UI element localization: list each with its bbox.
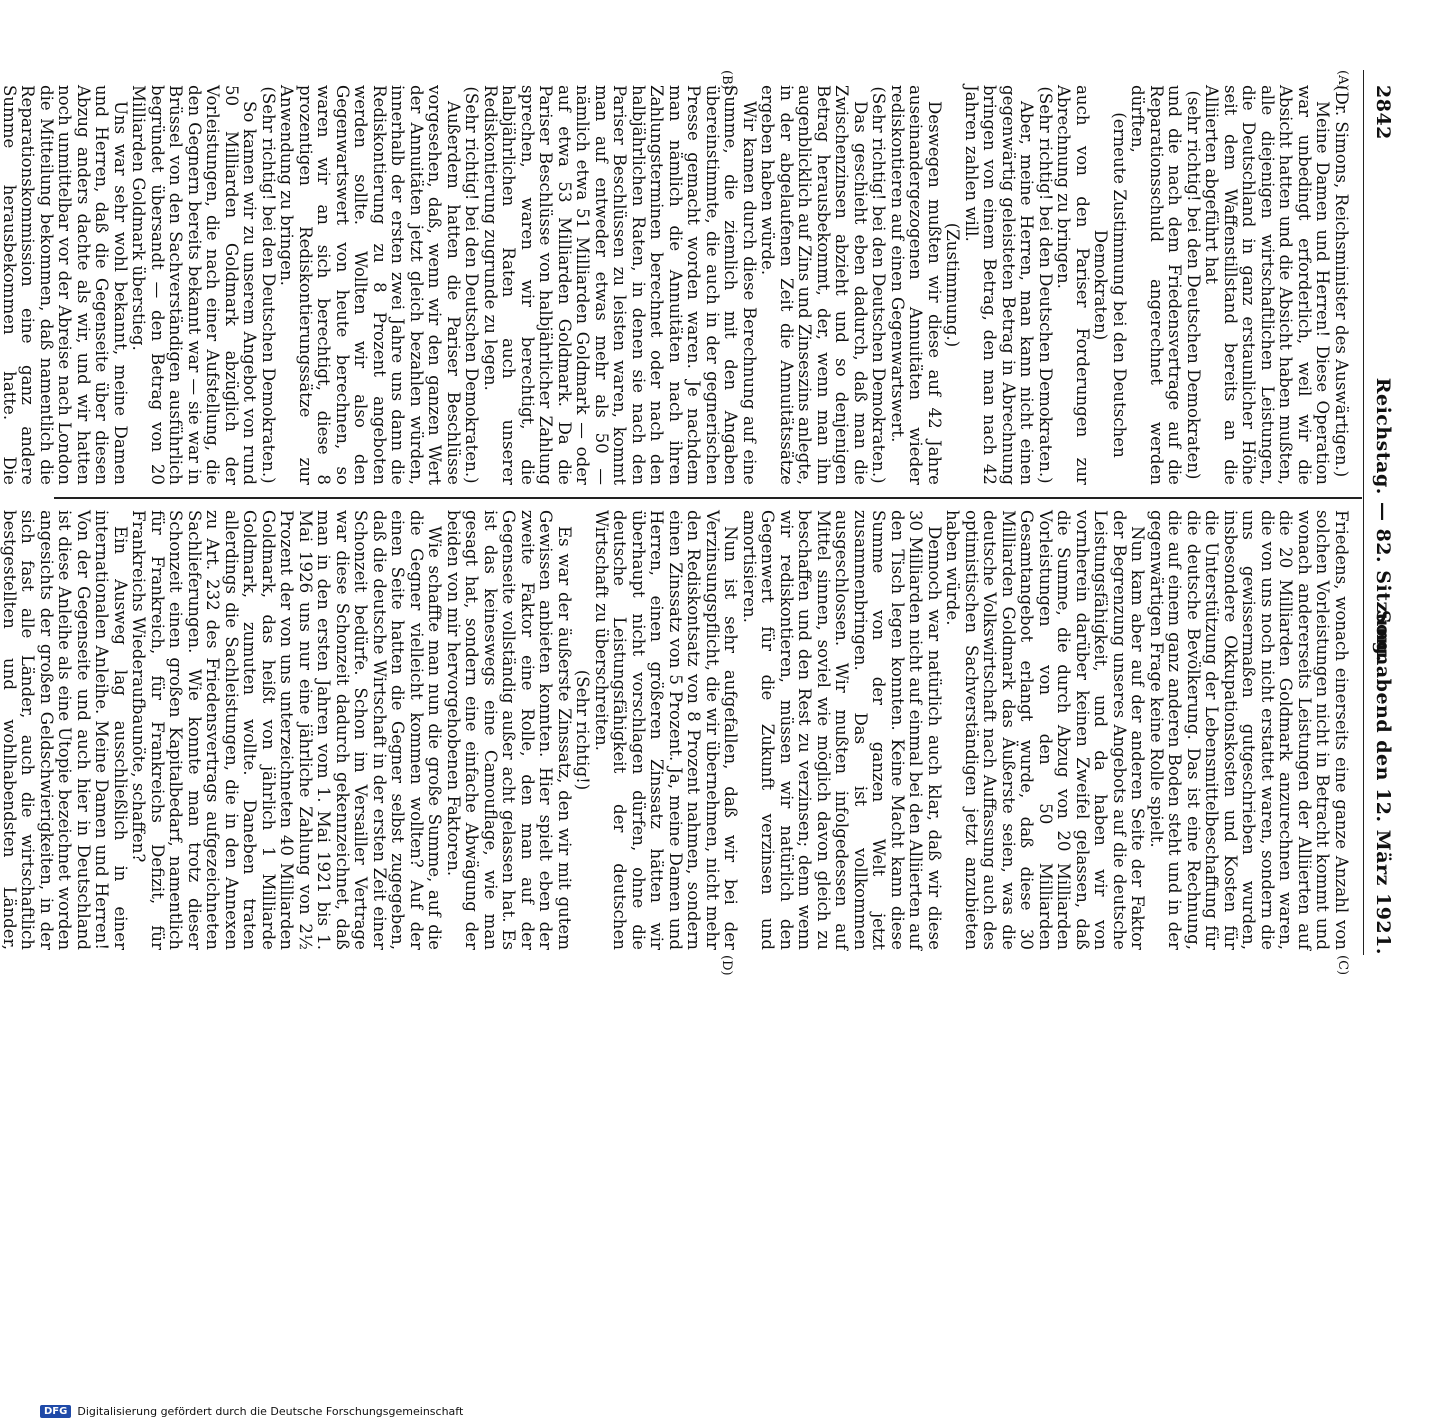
paragraph: Ein Ausweg lag ausschließlich in einer internationalen Anleihe. Meine Damen und Herren! Von der Gegenseite und auch hier in Deutschland ist diese Anleihe als eine Utopie bezeichnet worden angesichts der großen Geldschwierigkeiten, in der sich fast alle Länder, auch die wirtschaftlich bestgestellten und wohlhabendsten Länder,	[0, 510, 130, 950]
paragraph: Es war der äußerste Zinssatz, den wir mit gutem Gewissen anbieten konnten. Hier spielt eben der zweite Faktor eine Rolle, den man auf der Gegenseite vollständig außer acht gelassen hat. Es ist das keineswegs eine Camouflage, wie man gesagt hat, sondern eine einfache Abwägung der beiden von mir hervorgehobenen Faktoren.	[444, 510, 574, 950]
paragraph: Meine Damen und Herren! Diese Operation war unbedingt erforderlich, weil wir die Absicht hatten und die Absicht haben mußten, alle diejenigen wirtschaftlichen Leistungen, die Deutschland in ganz erstaunlicher Höhe seit dem Waffenstillstand bereits an die Alliierten abgeführt hat	[1202, 85, 1333, 485]
paragraph: Dennoch war natürlich auch klar, daß wir diese 30 Milliarden nicht auf einmal bei den Alliierten auf den Tisch legen konnten. Keine Macht kann diese Summe von der ganzen Welt jetzt zusammenbringen. Das ist vollkommen ausgeschlossen. Wir mußten infolgedessen auf Mittel sinnen, soviel wie möglich davon gleich zu beschaffen und den Rest zu verzinsen; denn wenn wir rediskontieren, müssen wir natürlich den Gegenwert für die Zukunft verzinsen und amortisieren.	[740, 510, 944, 950]
paragraph: (Sehr richtig! bei den Deutschen Demokraten.)	[462, 86, 482, 484]
page-number: 2842	[1372, 85, 1394, 140]
paragraph: (Zustimmung.)	[943, 222, 963, 348]
dfg-logo: DFG	[40, 1405, 71, 1418]
paragraph: auch von den Pariser Forderungen zur Abrechnung zu bringen.	[1054, 85, 1092, 485]
paragraph: Das geschieht eben dadurch, daß man die Zwischenzinsen abzieht und so denjenigen Betrag herausbekommt, der, wenn man ihn augenblicklich auf Zins und Zinseszins anlegte, in der abgelaufenen Zeit die Annuitätssätze ergeben haben würde.	[758, 85, 870, 485]
margin-marker-b: (B)	[719, 70, 734, 90]
paragraph: Friedens, wonach einerseits eine ganze Anzahl von solchen Vorleistungen nicht in Betracht kommt und wonach andererseits Leistungen der Alliierten auf die 20 Milliarden Goldmark anzurechnen waren, die von uns noch nicht erstattet waren, sondern die uns gewissermaßen gutgeschrieben wurden, insbesondere Okkupationskosten und Kosten für die Unterstützung der Lebensmittelbeschaffung für die deutsche Bevölkerung. Das ist eine Rechnung, die auf einem ganz anderen Boden steht und in der gegenwärtigen Frage keine Rolle spielt.	[1147, 510, 1351, 950]
paragraph: Uns war sehr wohl bekannt, meine Damen und Herren, daß die Gegenseite über diesen Abzug anders dachte als wir, und wir hatten noch unmittelbar vor der Abreise nach London die Mitteilung bekommen, daß namentlich die Reparationskommission eine ganz andere Summe herausbekommen hatte. Die	[0, 85, 130, 485]
paragraph: (Sehr richtig!)	[573, 669, 593, 791]
left-column	[0, 85, 1350, 485]
paragraph: Wie schaffte man nun die große Summe, auf die die Gegner vielleicht kommen wollten? Auf der einen Seite hatten die Gegner selbst zugegeben, daß die deutsche Wirtschaft in der ersten Zeit einer Schonzeit bedürfe. Schon im Versailler Vertrage war diese Schonzeit dadurch gekennzeichnet, daß man in den ersten Jahren vom 1. Mai 1921 bis 1. Mai 1926 uns nur eine jährliche Zahlung von 2½ Prozent der von uns unterzeichneten 40 Milliarden Goldmark, das heißt von jährlich 1 Milliarde Goldmark, zumuten wollte. Daneben traten allerdings die Sachleistungen, die in den Annexen zu Art. 232 des Friedensvertrags aufgezeichneten Sachlieferungen. Wie konnte man trotz dieser Schonzeit einen großen Kapitalbedarf, namentlich für Frankreich, für Frankreichs Defizit, für Frankreichs Wiederaufbaunöte, schaffen?	[129, 510, 445, 950]
margin-marker-c: (C)	[1335, 955, 1350, 976]
paragraph: Deswegen mußten wir diese auf 42 Jahre auseinandergezogenen Annuitäten wieder rediskontieren auf einen Gegenwartswert.	[888, 85, 944, 485]
session-date: Sonnabend den 12. März 1921.	[1372, 609, 1394, 955]
paragraph: Aber, meine Herren, man kann nicht einen gegenwärtig geleisteten Betrag in Abrechnung bringen von einem Betrag, den man nach 42 Jahren zahlen will.	[962, 85, 1037, 485]
header-rule	[1363, 70, 1364, 955]
right-column	[0, 510, 1350, 950]
paragraph: (Dr. Simons, Reichsminister des Auswärtigen.)	[1332, 85, 1351, 478]
paragraph: Nun ist sehr aufgefallen, daß wir bei der Verzinsungspflicht, die wir übernehmen, nicht mehr den Rediskontsatz von 8 Prozent nahmen, sondern einen Zinssatz von 5 Prozent. Ja, meine Damen und Herren, einen größeren Zinssatz hätten wir überhaupt nicht vorschlagen dürfen, ohne die deutsche Leistungsfähigkeit der deutschen Wirtschaft zu überschreiten.	[592, 510, 741, 950]
margin-marker-d: (D)	[719, 955, 734, 976]
paragraph: und die nach dem Friedensvertrage auf die Reparationsschuld angerechnet werden dürften,	[1128, 85, 1185, 485]
column-divider	[54, 497, 1362, 499]
paragraph: (Sehr richtig! bei den Deutschen Demokraten.)	[1036, 86, 1055, 484]
paragraph: (sehr richtig! bei den Deutschen Demokraten)	[1184, 90, 1203, 480]
page-title: Reichstag. — 82. Sitzung.	[1372, 377, 1394, 663]
running-head	[1368, 85, 1394, 955]
paragraph: (Sehr richtig! bei den Deutschen Demokraten.)	[259, 86, 278, 484]
footer	[40, 1405, 960, 1418]
paragraph: Nun kam aber auf der anderen Seite der Faktor der Begrenzung unseres Angebots auf die deutsche Leistungsfähigkeit, und da haben wir von vornherein darüber keinen Zweifel gelassen, daß die Summe, die durch Abzug von 20 Milliarden Vorleistungen von den 50 Milliarden Gesamtangebot erlangt wurde, daß diese 30 Milliarden Goldmark das Äußerste seien, was die deutsche Volkswirtschaft nach Auffassung auch des optimistischen Sachverständigen jetzt anzubieten haben würde.	[943, 510, 1148, 950]
paragraph: (erneute Zustimmung bei den Deutschen Demokraten)	[1091, 112, 1129, 458]
margin-marker-a: (A)	[1335, 70, 1350, 90]
paragraph: So kamen wir zu unserem Angebot von rund 50 Milliarden Goldmark abzüglich der Vorleistungen, die nach einer Aufstellung, die den Gegnern bereits bekannt war — sie war in Brüssel von den Sachverständigen ausführlich begründet übersandt — den Betrag von 20 Milliarden Goldmark überstieg.	[129, 85, 260, 485]
footer-credit: Digitalisierung gefördert durch die Deutsche Forschungsgemeinschaft	[77, 1405, 464, 1418]
paragraph: (Sehr richtig! bei den Deutschen Demokraten.)	[869, 86, 889, 484]
paragraph: Wir kamen durch diese Berechnung auf eine Summe, die ziemlich mit den Angaben übereinstimmte, die auch in der gegnerischen Presse gemacht worden waren. Je nachdem man nämlich die Annuitäten nach ihren Zahlungsterminen berechnet oder nach den halbjährlichen Raten, in denen sie nach den Pariser Beschlüssen zu leisten waren, kommt man auf entweder etwas mehr als 50 — nämlich etwa 51 Milliarden Goldmark — oder auf etwa 53 Milliarden Goldmark. Da die Pariser Beschlüsse von halbjährlicher Zahlung sprechen, waren wir berechtigt, die halbjährlichen Raten auch unserer Rediskontierung zugrunde zu legen.	[481, 85, 759, 485]
paragraph: Außerdem hatten die Pariser Beschlüsse vorgesehen, daß, wenn wir den ganzen Wert der Annuitäten jetzt gleich bezahlen würden, innerhalb der ersten zwei Jahre uns dann die Rediskontierung zu 8 Prozent angeboten werden sollte. Wollten wir also den Gegenwartswert von heute berechnen, so waren wir an sich berechtigt, diese 8 prozentigen Rediskontierungssätze zur Anwendung zu bringen.	[277, 85, 463, 485]
